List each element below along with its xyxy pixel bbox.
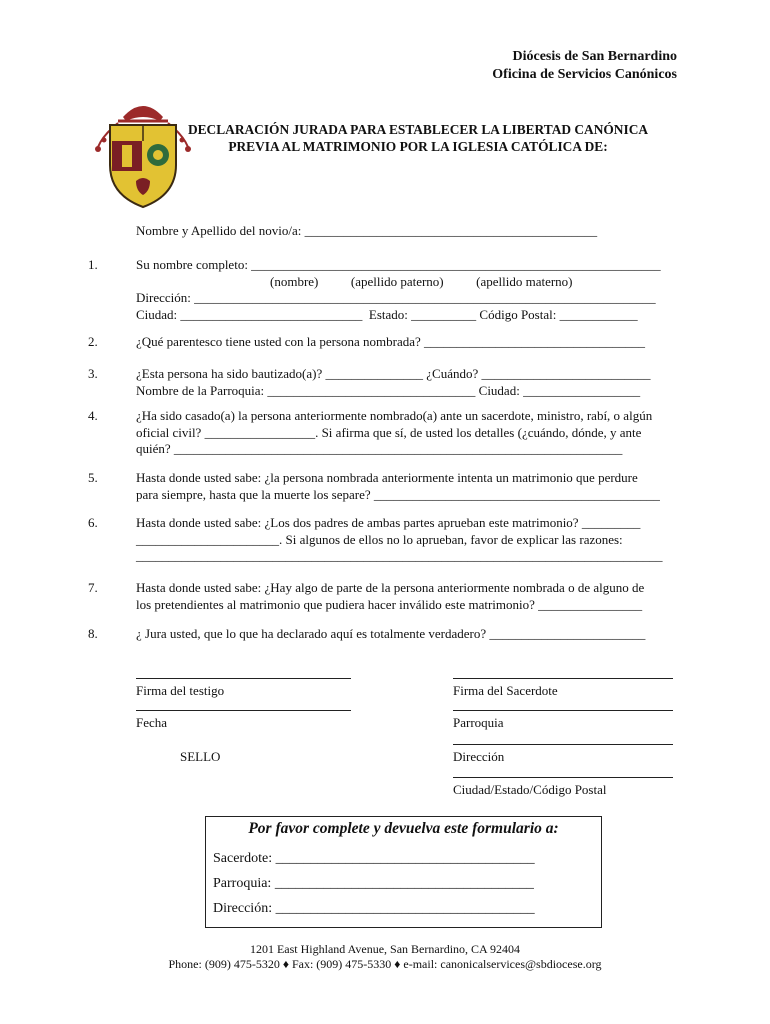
question-number: 8. (88, 626, 98, 641)
question-number: 2. (88, 334, 98, 349)
priest-signature-label: Firma del Sacerdote (453, 683, 558, 698)
diocese-header (492, 48, 677, 84)
city-state-zip-line[interactable] (453, 777, 673, 778)
question-number: 4. (88, 408, 98, 423)
prior-marriage-field[interactable]: oficial civil? _________________. Si afirma que sí, de usted los detalles (¿cuándo, dónde, y ante (136, 424, 642, 440)
footer-address: 1201 East Highland Avenue, San Bernardino, CA 92404 (249, 942, 521, 956)
address-label: Dirección (453, 749, 505, 764)
title-line-1: DECLARACIÓN JURADA PARA ESTABLECER LA LIBERTAD CANÓNICA (187, 122, 649, 137)
return-address-field[interactable]: Dirección: _____________________________________ (213, 901, 535, 916)
question-number: 1. (88, 257, 98, 272)
question-1 (136, 257, 681, 323)
city-state-zip-label: Ciudad/Estado/Código Postal (453, 782, 607, 797)
question-6 (136, 515, 681, 565)
form-title (0, 121, 770, 155)
reasons-field[interactable]: _________________________________________________________________________________ (136, 548, 663, 563)
title-line-2: PREVIA AL MATRIMONIO POR LA IGLESIA CATÓLICA DE: (228, 139, 608, 154)
office-name: Oficina de Servicios Canónicos (492, 67, 677, 82)
prior-marriage-details-field[interactable]: quién? _____________________________________________________________________ (136, 441, 623, 456)
witness-label: Firma del testigo (136, 683, 225, 698)
address-line[interactable] (453, 744, 673, 745)
parish-label: Parroquia (453, 715, 504, 730)
priest-signature-line[interactable] (453, 678, 673, 679)
footer-contact: Phone: (909) 475-5320 ♦ Fax: (909) 475-5330 ♦ e-mail: canonicalservices@sbdiocese.org (168, 957, 602, 971)
parents-approval-field[interactable]: Hasta donde usted sabe: ¿Los dos padres de ambas partes aprueban este matrimonio? _________ (136, 515, 641, 530)
relationship-field[interactable]: ¿Qué parentesco tiene usted con la persona nombrada? __________________________________ (136, 334, 646, 349)
date-line[interactable] (136, 710, 351, 711)
baptism-field[interactable]: ¿Esta persona ha sido bautizado(a)? _______________ ¿Cuándo? __________________________ (136, 366, 651, 381)
question-5-text: Hasta donde usted sabe: ¿la persona nombrada anteriormente intenta un matrimonio que perdure (136, 470, 638, 485)
witness-signature-line[interactable] (136, 678, 351, 679)
question-7 (136, 580, 681, 613)
parents-approval-cont[interactable]: ______________________. Si algunos de ellos no lo aprueban, favor de explicar las razones: (136, 531, 623, 547)
parish-city-field[interactable]: Nombre de la Parroquia: ________________________________ Ciudad: __________________ (136, 382, 641, 398)
intro-name-field[interactable]: Nombre y Apellido del novio/a: _____________________________________________ (136, 223, 598, 238)
city-state-zip-field[interactable]: Ciudad: ____________________________ Estado: __________ Código Postal: ____________ (136, 306, 638, 322)
question-3 (136, 366, 681, 399)
date-label: Fecha (136, 715, 168, 730)
question-number: 3. (88, 366, 98, 381)
name-parts-labels: (nombre) (apellido paterno) (apellido materno) (270, 273, 573, 289)
question-2 (136, 334, 681, 351)
question-number: 7. (88, 580, 98, 595)
question-number: 6. (88, 515, 98, 530)
return-box-title: Por favor complete y devuelva este formulario a: (248, 820, 559, 837)
permanence-field[interactable]: para siempre, hasta que la muerte los separe? ____________________________________________ (136, 486, 660, 502)
seal-label: SELLO (180, 749, 221, 764)
question-4 (136, 408, 681, 458)
parish-line[interactable] (453, 710, 673, 711)
full-name-field[interactable]: Su nombre completo: _______________________________________________________________ (136, 257, 661, 272)
question-4-text-1: ¿Ha sido casado(a) la persona anteriormente nombrado(a) ante un sacerdote, ministro, rabí, o algún (136, 408, 653, 423)
address-field[interactable]: Dirección: _______________________________________________________________________ (136, 290, 656, 305)
return-parish-field[interactable]: Parroquia: _____________________________________ (213, 876, 534, 891)
return-priest-field[interactable]: Sacerdote: _____________________________________ (213, 851, 535, 866)
diocese-name: Diócesis de San Bernardino (512, 49, 677, 64)
question-number: 5. (88, 470, 98, 485)
impediment-field[interactable]: los pretendientes al matrimonio que pudiera hacer inválido este matrimonio? ________________ (136, 596, 643, 612)
question-5 (136, 470, 681, 503)
oath-field[interactable]: ¿ Jura usted, que lo que ha declarado aquí es totalmente verdadero? ________________________ (136, 626, 646, 641)
question-7-text: Hasta donde usted sabe: ¿Hay algo de parte de la persona anteriormente nombrada o de alguno de (136, 580, 645, 595)
question-8 (136, 626, 681, 643)
